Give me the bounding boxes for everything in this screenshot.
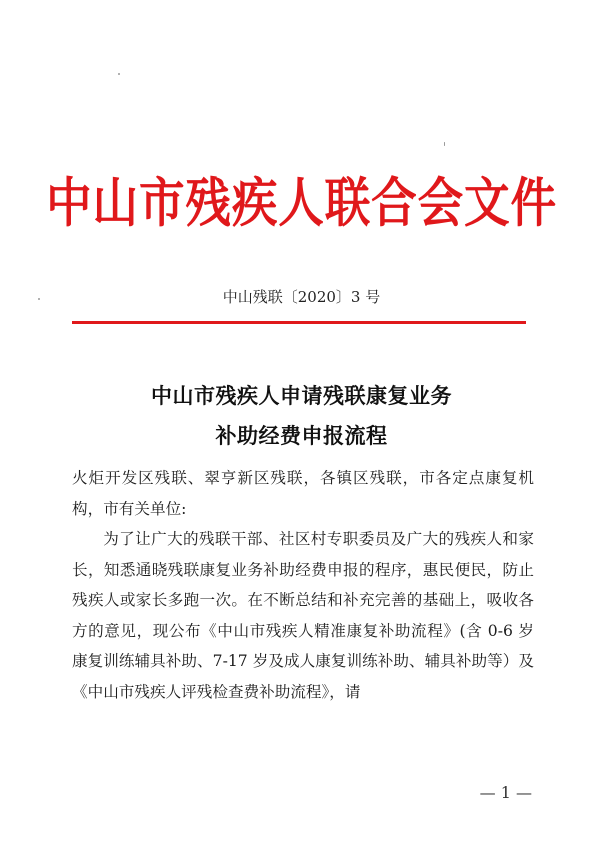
document-title-line-1: 中山市残疾人申请残联康复业务 [151, 383, 452, 408]
addressee-paragraph: 火炬开发区残联、翠亨新区残联，各镇区残联，市各定点康复机构，市有关单位: [72, 469, 534, 518]
body-paragraph: 为了让广大的残联干部、社区村专职委员及广大的残疾人和家长，知悉通晓残联康复业务补助经费申报的程序，惠民便民，防止残疾人或家长多跑一次。在不断总结和补充完善的基础上，吸收各方的意见，现公布《中山市残疾人精准康复补助流程》(含 0-6 岁康复训练辅具补助、7-17 岁及成人康复训练补助、辅具补助等）及《中山市残疾人评残检查费补助流程》，请 [72, 530, 534, 701]
document-header-title: 中山市残疾人联合会文件 [46, 172, 557, 234]
document-number: 中山残联〔2020〕3 号 [222, 288, 381, 306]
red-divider-line [72, 321, 526, 324]
document-title-line-2: 补助经费申报流程 [215, 423, 388, 448]
page-number: — 1 — [479, 783, 532, 802]
scan-speck [118, 73, 120, 75]
document-body [72, 463, 534, 707]
scan-speck [38, 298, 40, 300]
scan-speck [444, 142, 445, 146]
